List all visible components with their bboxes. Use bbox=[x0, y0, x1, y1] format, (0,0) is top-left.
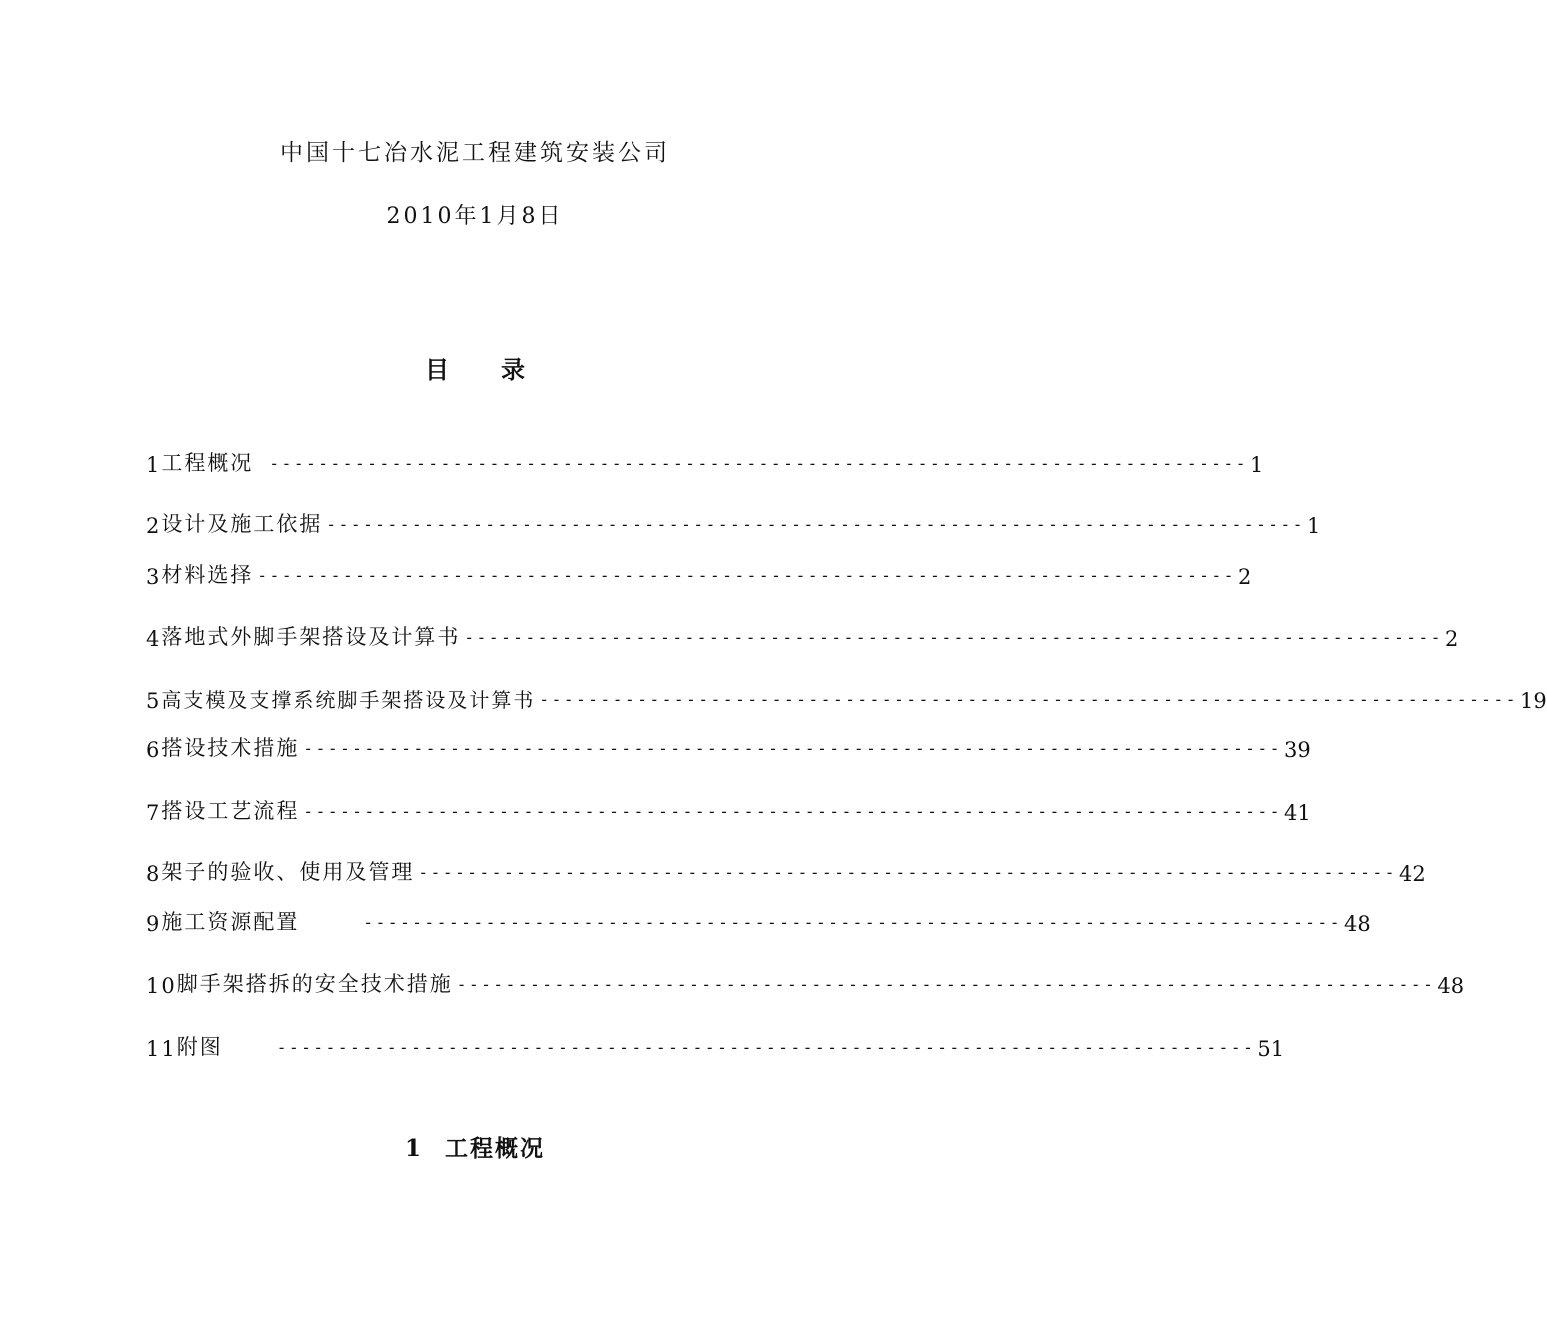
toc-leader: -------------------------------------------------------------------------------- bbox=[303, 739, 1282, 758]
company-name: 中国十七冶水泥工程建筑安装公司 bbox=[280, 140, 670, 166]
toc-entry-page: 1 bbox=[1250, 453, 1264, 477]
toc-entry-label: 架子的验收、使用及管理 bbox=[161, 860, 415, 884]
section-title: 工程概况 bbox=[445, 1135, 545, 1162]
toc-leader: -------------------------------------------------------------------------------- bbox=[539, 690, 1518, 709]
toc-entry-page: 51 bbox=[1257, 1037, 1285, 1061]
toc-entry[interactable] bbox=[146, 968, 1465, 998]
toc-entry-label: 搭设工艺流程 bbox=[161, 799, 300, 823]
toc-entry[interactable] bbox=[146, 621, 1459, 651]
toc-entry-number: 11 bbox=[146, 1037, 177, 1061]
toc-entry-number: 1 bbox=[146, 453, 162, 477]
toc-leader: -------------------------------------------------------------------------------- bbox=[326, 515, 1305, 534]
toc-entry-label: 搭设技术措施 bbox=[161, 736, 300, 760]
toc-entry-label: 设计及施工依据 bbox=[161, 512, 323, 536]
toc-entry-label: 落地式外脚手架搭设及计算书 bbox=[161, 625, 461, 649]
toc-entry-page: 2 bbox=[1238, 565, 1252, 589]
toc-entry[interactable] bbox=[146, 732, 1311, 762]
toc-entry-page: 41 bbox=[1284, 801, 1311, 825]
toc-entry-number: 5 bbox=[146, 689, 162, 713]
toc-entry-number: 9 bbox=[146, 912, 162, 936]
toc-leader: -------------------------------------------------------------------------------- bbox=[363, 913, 1342, 932]
toc-entry-number: 10 bbox=[146, 974, 177, 998]
toc-entry-page: 39 bbox=[1284, 738, 1311, 762]
section-heading bbox=[0, 1130, 950, 1163]
toc-entry-page: 2 bbox=[1445, 627, 1459, 651]
toc-entry-label: 附图 bbox=[176, 1035, 223, 1059]
toc-leader: -------------------------------------------------------------------------------- bbox=[418, 863, 1397, 882]
toc-entry-number: 4 bbox=[146, 627, 162, 651]
toc-entry-label: 施工资源配置 bbox=[161, 910, 300, 934]
toc-leader: -------------------------------------------------------------------------------- bbox=[456, 975, 1436, 994]
toc-entry-page: 48 bbox=[1437, 974, 1465, 998]
toc-entry-number: 2 bbox=[146, 514, 162, 538]
toc-entry-page: 1 bbox=[1307, 514, 1321, 538]
toc-entry-label: 材料选择 bbox=[161, 563, 254, 587]
toc-entry-number: 7 bbox=[146, 801, 162, 825]
toc-leader: -------------------------------------------------------------------------------- bbox=[269, 454, 1248, 473]
toc-entry-number: 8 bbox=[146, 862, 162, 886]
toc-leader: -------------------------------------------------------------------------------- bbox=[303, 802, 1282, 821]
toc-entry-number: 6 bbox=[146, 738, 162, 762]
toc-entry-page: 42 bbox=[1399, 862, 1426, 886]
toc-entry[interactable] bbox=[146, 508, 1321, 538]
toc-entry-label: 工程概况 bbox=[161, 451, 254, 475]
toc-entry[interactable] bbox=[146, 1031, 1285, 1061]
toc-entry-number: 3 bbox=[146, 565, 162, 589]
toc-entry[interactable] bbox=[146, 559, 1252, 589]
section-number: 1 bbox=[404, 1135, 423, 1162]
document-date: 2010年1月8日 bbox=[386, 204, 564, 229]
toc-entry[interactable] bbox=[146, 683, 1547, 713]
toc-entry[interactable] bbox=[146, 856, 1426, 886]
toc-entry[interactable] bbox=[146, 795, 1311, 825]
toc-leader: -------------------------------------------------------------------------------- bbox=[257, 566, 1236, 585]
toc-leader: -------------------------------------------------------------------------------- bbox=[276, 1038, 1256, 1057]
toc-entry-page: 48 bbox=[1344, 912, 1371, 936]
toc-entry-page: 19 bbox=[1520, 689, 1547, 713]
toc-entry-label: 脚手架搭拆的安全技术措施 bbox=[176, 972, 453, 996]
toc-entry[interactable] bbox=[146, 447, 1264, 477]
toc-leader: -------------------------------------------------------------------------------- bbox=[464, 628, 1443, 647]
toc-title: 目录 bbox=[425, 355, 577, 384]
toc-entry[interactable] bbox=[146, 906, 1371, 936]
toc-entry-label: 高支模及支撑系统脚手架搭设及计算书 bbox=[161, 688, 536, 712]
